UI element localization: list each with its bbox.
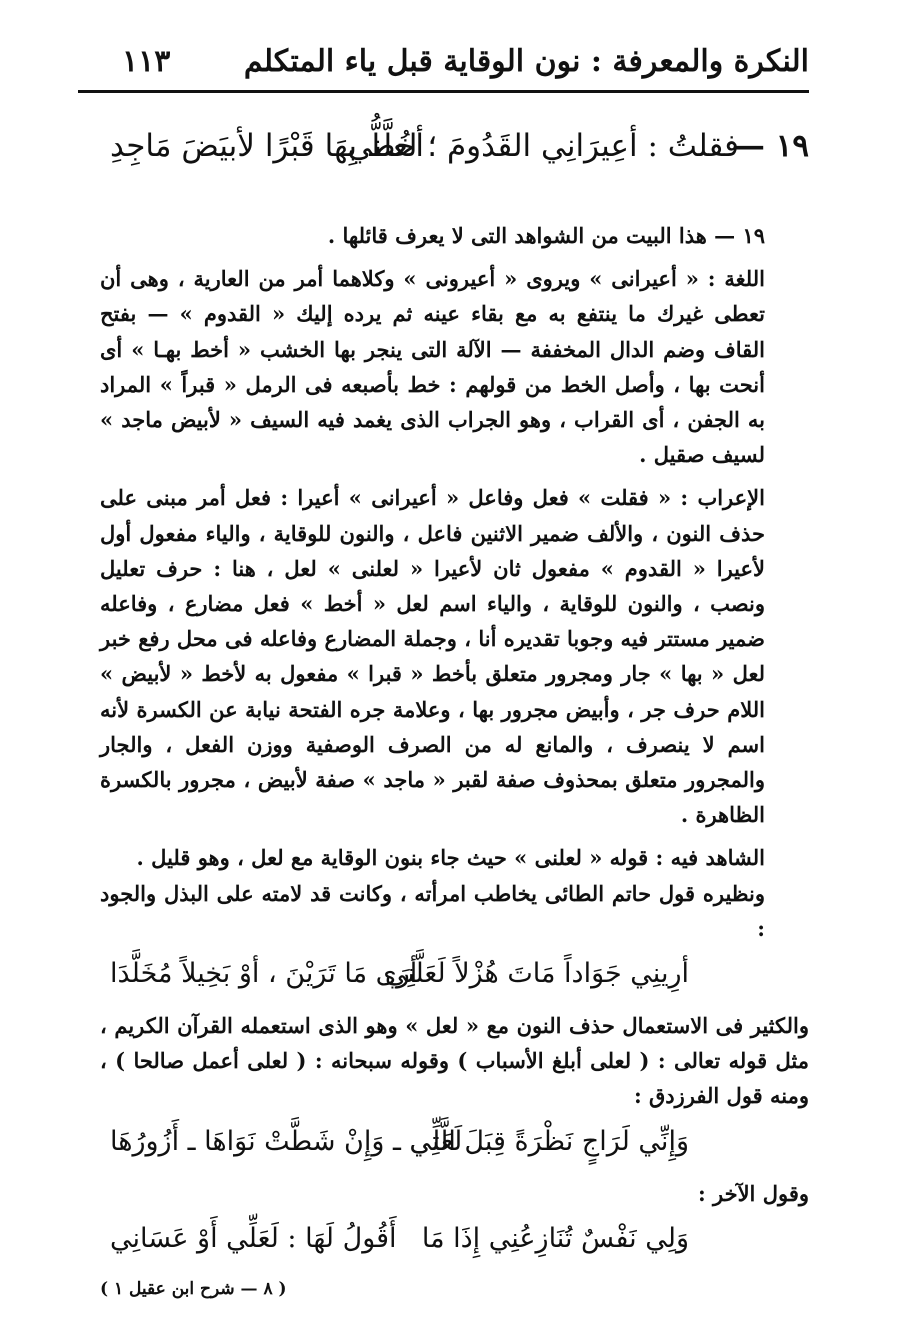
verse-second-hemistich: أخُطُّ بِهَا قَبْرًا لأبيَضَ مَاجِدِ — [110, 128, 424, 164]
vocabulary-section: اللغة : « أعيرانى » ويروى « أعيرونى » وكلاهما أمر من العارية ، وهى أن تعطى غيرك ما ينتفع به مع بقاء عينه ثم يرده إليك « القدوم » — بفتح القاف وضم الدال المخففة — الآلة التى ينجر بها الخشب « أخط بهـا » أى أنحت بها ، وأصل الخط من قولهم : خط بأصبعه فى الرمل « قبراً » المراد به الجفن ، أى القراب ، وهو الجراب الذى يغمد فيه السيف « لأبيض ماجد » لسيف صقيل . — [100, 266, 765, 468]
page-number: ١١٣ — [122, 44, 171, 79]
signature-mark: ( ٨ — شرح ابن عقيل ١ ) — [100, 1279, 287, 1299]
hatim-second-hemistich: أرَى مَا تَرَيْنَ ، أوْ بَخِيلاً مُخَلَّدَا — [110, 958, 418, 990]
header-divider — [78, 90, 809, 93]
verse-number: ١٩ — — [733, 128, 809, 164]
hatim-verse — [100, 946, 809, 1008]
farazdaq-second-hemistich: لَعَلِّي ـ وَإِنْ شَطَّتْ نَوَاهَا ـ أَزُورُهَا — [110, 1125, 463, 1157]
hatim-first-hemistich: أرِينِي جَوَاداً مَاتَ هُزْلاً لَعَلَّنِي — [384, 958, 689, 990]
other-poet-intro: وقول الآخر : — [697, 1180, 809, 1206]
common-usage-paragraph: والكثير فى الاستعمال حذف النون مع « لعل » وهو الذى استعمله القرآن الكريم ، مثل قوله تعالى : ( لعلى أبلغ الأسباب ) وقوله سبحانه : ( لعلى أعمل صالحا ) ، ومنه قول الفرزدق : — [100, 1013, 809, 1109]
verse-first-hemistich: فقلتُ : أعِيرَانِي القَدُومَ ؛ لعلَّني — [347, 128, 739, 164]
other-second-hemistich: أَقُولُ لَهَا : لَعَلِّي أَوْ عَسَانِي — [110, 1222, 397, 1254]
commentary-body — [100, 218, 809, 1273]
farazdaq-verse — [100, 1114, 809, 1176]
evidence-section: الشاهد فيه : قوله « لعلنى » حيث جاء بنون الوقاية مع لعل ، وهو قليل . — [136, 845, 765, 871]
grammar-analysis-section: الإعراب : « فقلت » فعل وفاعل « أعيرانى » أعيرا : فعل أمر مبنى على حذف النون ، والألف ضمير الاثنين فاعل ، والنون للوقاية ، والياء مفعول أول لأعيرا « القدوم » مفعول ثان لأعيرا « لعلنى » لعل ، هنا : حرف تعليل ونصب ، والنون للوقاية ، والياء اسم لعل « أخط » فعل مضارع ، وفاعله ضمير مستتر فيه وجوبا تقديره أنا ، وجملة المضارع وفاعله فى محل رفع خبر لعل « بها » جار ومجرور متعلق بأخط « قبرا » مفعول به لأخط « لأبيض » اللام حرف جر ، وأبيض مجرور بها ، وعلامة جره الفتحة نيابة عن الكسرة لأنه اسم لا ينصرف ، والمانع له من الصرف الوصفية ووزن الفعل ، والجار والمجرور متعلق بمحذوف صفة لقبر « ماجد » صفة لأبيض ، مجرور بالكسرة الظاهرة . — [100, 485, 765, 828]
other-poet-verse — [100, 1211, 809, 1273]
page-header — [78, 38, 809, 88]
main-verse — [100, 118, 809, 178]
other-first-hemistich: وَلِي نَفْسٌ تُنَازِعُنِي إِذَا مَا — [421, 1222, 689, 1254]
hatim-intro: ونظيره قول حاتم الطائى يخاطب امرأته ، وكانت قد لامته على البذل والجود : — [100, 880, 765, 941]
commentary-intro: ١٩ — هذا البيت من الشواهد التى لا يعرف قائلها . — [327, 223, 765, 248]
farazdaq-first-hemistich: وَإِنِّي لَرَاجٍ نَظْرَةً قِبَلَ الَّتِي — [409, 1125, 689, 1157]
running-title: النكرة والمعرفة : نون الوقاية قبل ياء المتكلم — [243, 44, 809, 79]
